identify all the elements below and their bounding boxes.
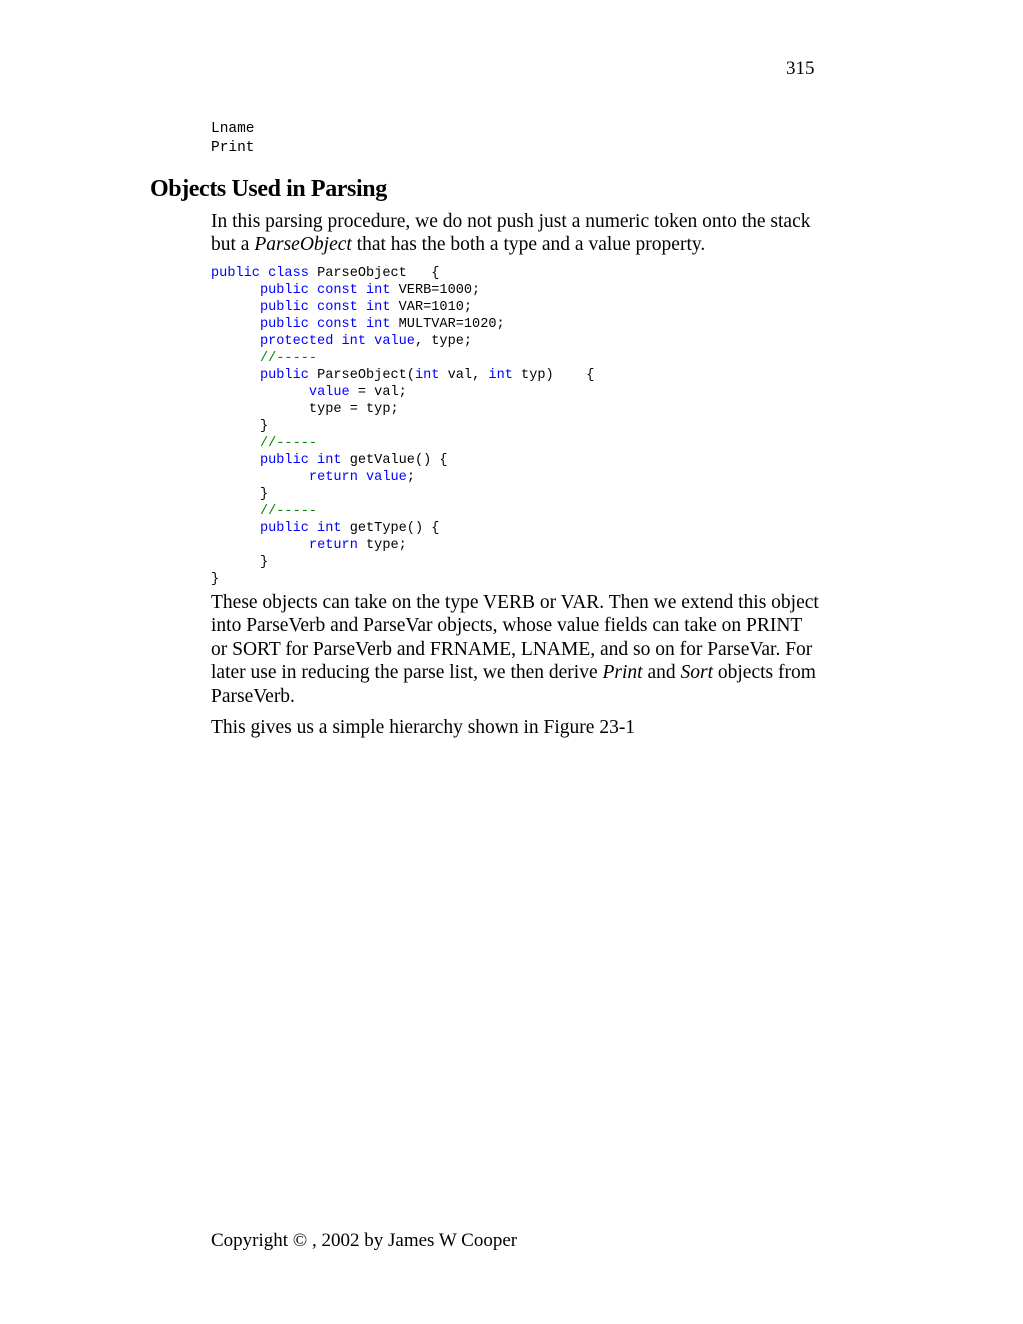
code-line [211, 571, 594, 588]
paragraph-hierarchy: This gives us a simple hierarchy shown in Figure 23-1 [211, 717, 636, 738]
paragraph-intro [211, 210, 823, 257]
paragraph-text: These objects can take on the type VERB or VAR. Then we extend this object into ParseVerb and ParseVar objects, whose value fields can take on PRINT or SORT for ParseVerb and FRNAME, LNAME, and so on for ParseVar. For later use in reducing the parse list, we then derive [211, 592, 819, 684]
paragraph-text: In this parsing procedure, we do not push just a numeric token onto the stack but a [211, 211, 811, 256]
code-line [211, 367, 594, 384]
code-comment: //----- [259, 436, 318, 451]
code-keyword: public int [259, 521, 342, 536]
code-fragment-top [211, 120, 255, 158]
code-keyword: public class [211, 266, 309, 281]
code-line [211, 452, 594, 469]
code-keyword: public const int [259, 317, 391, 332]
code-line: Lname [211, 121, 255, 137]
code-text: val, [439, 368, 489, 383]
code-keyword: public const int [259, 283, 391, 298]
code-line [211, 537, 594, 554]
code-line [211, 418, 594, 435]
code-text: type = typ; [308, 402, 399, 417]
code-keyword: public int [259, 453, 342, 468]
code-listing [211, 265, 594, 588]
code-line: Print [211, 140, 255, 156]
code-keyword: public [259, 368, 309, 383]
code-text: ParseObject { [308, 266, 440, 281]
code-comment: //----- [259, 504, 318, 519]
paragraph-text: and [642, 662, 681, 684]
code-keyword: value [308, 385, 350, 400]
paragraph-objects [211, 591, 823, 708]
code-line [211, 384, 594, 401]
code-line [211, 435, 594, 452]
copyright-footer: Copyright © , 2002 by James W Cooper [211, 1230, 518, 1251]
section-heading: Objects Used in Parsing [150, 176, 387, 202]
code-text: = val; [349, 385, 407, 400]
code-text: typ) { [512, 368, 595, 383]
code-text: } [259, 419, 269, 434]
code-text: type; [357, 538, 407, 553]
code-line [211, 554, 594, 571]
code-keyword: int [488, 368, 513, 383]
code-text: , type; [414, 334, 473, 349]
code-line [211, 282, 594, 299]
code-text: VAR=1010; [390, 300, 473, 315]
code-text: getValue() { [341, 453, 448, 468]
emphasis-text: Print [602, 662, 643, 684]
code-comment: //----- [259, 351, 318, 366]
code-line [211, 401, 594, 418]
page-number: 315 [786, 58, 815, 79]
code-line [211, 486, 594, 503]
code-line [211, 316, 594, 333]
code-line [211, 333, 594, 350]
code-text: getType() { [341, 521, 440, 536]
paragraph-text: that has the both a type and a value property. [351, 234, 706, 256]
code-line [211, 469, 594, 486]
code-line [211, 299, 594, 316]
code-keyword: return value [308, 470, 407, 485]
code-line [211, 350, 594, 367]
emphasis-text: Sort [680, 662, 714, 684]
code-keyword: return [308, 538, 358, 553]
code-text: MULTVAR=1020; [390, 317, 505, 332]
code-text: } [259, 487, 269, 502]
code-text: VERB=1000; [390, 283, 481, 298]
code-text: } [211, 572, 220, 587]
code-keyword: public const int [259, 300, 391, 315]
code-line [211, 265, 594, 282]
code-text: } [259, 555, 269, 570]
code-keyword: int [414, 368, 440, 383]
code-line [211, 503, 594, 520]
code-text: ParseObject( [308, 368, 415, 383]
code-keyword: protected int value [259, 334, 415, 349]
emphasis-text: ParseObject [254, 234, 352, 256]
paragraph-text: objects from ParseVerb. [211, 662, 816, 707]
code-text: ; [406, 470, 415, 485]
code-line [211, 520, 594, 537]
